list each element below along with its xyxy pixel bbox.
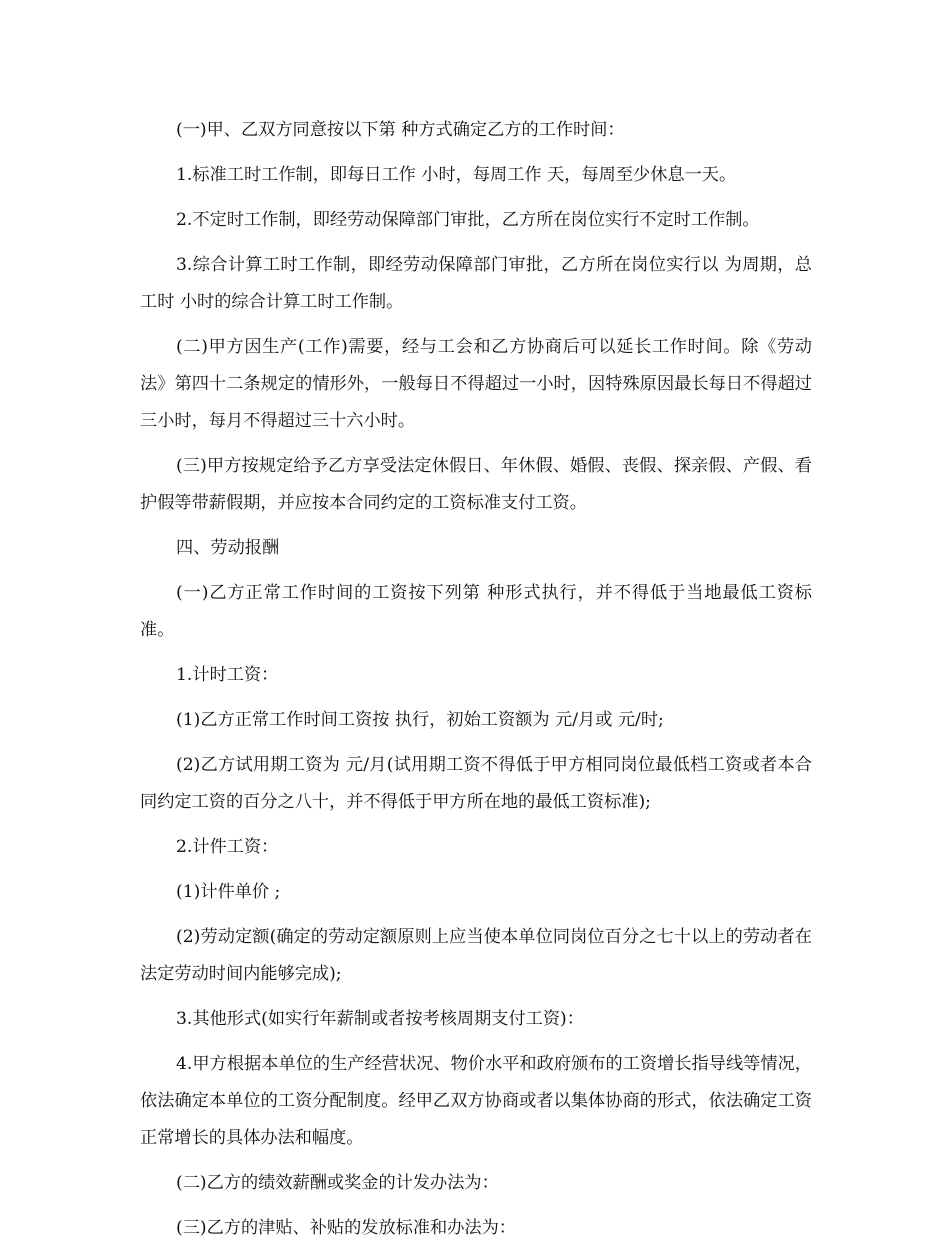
piece-wage-item-2: (2)劳动定额(确定的劳动定额原则上应当使本单位同岗位百分之七十以上的劳动者在法定劳动时间内能够完成);	[140, 927, 812, 984]
wage-growth-item: 4.甲方根据本单位的生产经营状况、物价水平和政府颁布的工资增长指导线等情况，依法确定本单位的工资分配制度。经甲乙双方协商或者以集体协商的形式，依法确定工资正常增长的具体办法和幅度。	[140, 1054, 812, 1148]
flexible-hours-item: 2.不定时工作制，即经劳动保障部门审批，乙方所在岗位实行不定时工作制。	[176, 210, 760, 230]
paid-leave-clause: (三)甲方按规定给予乙方享受法定休假日、年休假、婚假、丧假、探亲假、产假、看护假等带薪假期，并应按本合同约定的工资标准支付工资。	[140, 456, 812, 513]
work-time-clause: (一)甲、乙双方同意按以下第 种方式确定乙方的工作时间：	[176, 120, 625, 140]
bonus-clause: (二)乙方的绩效薪酬或奖金的计发办法为：	[176, 1173, 499, 1193]
wage-form-clause: (一)乙方正常工作时间的工资按下列第 种形式执行，并不得低于当地最低工资标准。	[140, 583, 812, 640]
time-wage-item-1: (1)乙方正常工作时间工资按 执行，初始工资额为 元/月或 元/时;	[176, 710, 664, 730]
time-wage-heading: 1.计时工资：	[176, 665, 279, 685]
standard-hours-item: 1.标准工时工作制，即每日工作 小时，每周工作 天，每周至少休息一天。	[176, 165, 737, 185]
comprehensive-hours-item: 3.综合计算工时工作制，即经劳动保障部门审批，乙方所在岗位实行以 为周期，总工时 小时的综合计算工时工作制。	[140, 255, 812, 312]
section-heading-remuneration: 四、劳动报酬	[176, 538, 280, 558]
time-wage-item-2: (2)乙方试用期工资为 元/月(试用期工资不得低于甲方相同岗位最低档工资或者本合同约定工资的百分之八十，并不得低于甲方所在地的最低工资标准);	[140, 755, 812, 812]
allowance-clause: (三)乙方的津贴、补贴的发放标准和办法为：	[176, 1218, 516, 1238]
piece-wage-heading: 2.计件工资：	[176, 837, 279, 857]
piece-wage-item-1: (1)计件单价 ;	[176, 882, 281, 902]
document-page	[140, 112, 812, 1255]
overtime-clause: (二)甲方因生产(工作)需要，经与工会和乙方协商后可以延长工作时间。除《劳动法》第四十二条规定的情形外，一般每日不得超过一小时，因特殊原因最长每日不得超过三小时，每月不得超过三十六小时。	[140, 337, 812, 431]
other-wage-form-item: 3.其他形式(如实行年薪制或者按考核周期支付工资)：	[176, 1009, 584, 1029]
